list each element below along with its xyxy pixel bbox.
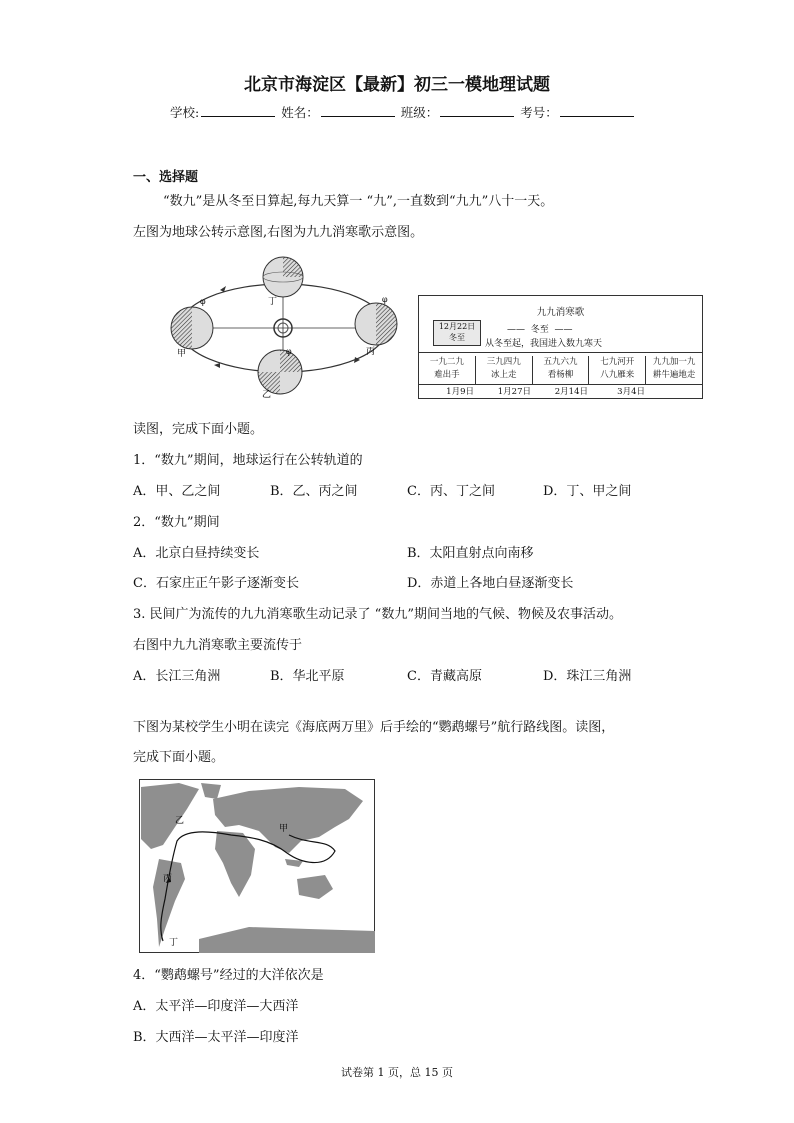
school-label: 学校: xyxy=(170,105,200,120)
class-blank[interactable] xyxy=(440,104,514,117)
q1-stem: 1．“数九”期间，地球运行在公转轨道的 xyxy=(133,453,363,468)
q3-option-c[interactable]: C．青藏高原 xyxy=(407,669,482,684)
label-jia: 甲 xyxy=(177,349,187,359)
page-title: 北京市海淀区【最新】初三一模地理试题 xyxy=(244,75,550,95)
q2-option-b[interactable]: B．太阳直射点向南移 xyxy=(407,546,534,561)
q1-option-d[interactable]: D．丁、甲之间 xyxy=(543,484,632,499)
song-columns xyxy=(419,356,702,384)
earth-orbit-diagram xyxy=(160,250,405,400)
song-date-box xyxy=(433,320,481,346)
song-date-sub: 冬至 xyxy=(449,333,465,342)
earth-yi xyxy=(258,350,302,394)
q4-option-a[interactable]: A．太平洋—印度洋—大西洋 xyxy=(133,999,299,1014)
q1-option-b[interactable]: B．乙、丙之间 xyxy=(270,484,358,499)
q2-stem: 2．“数九”期间 xyxy=(133,515,220,530)
map-label-bing: 丙 xyxy=(163,874,173,884)
label-phi: φ xyxy=(200,297,206,306)
student-info-line xyxy=(170,103,636,121)
orbit-arrow xyxy=(214,363,220,368)
earth-ding xyxy=(263,257,303,297)
map-label-jia: 甲 xyxy=(279,824,289,834)
q2-option-d[interactable]: D．赤道上各地白昼逐渐变长 xyxy=(407,576,574,591)
song-col: 九九加一九 耕牛遍地走 xyxy=(652,357,696,380)
read-instruction: 读图，完成下面小题。 xyxy=(133,422,264,437)
song-dates xyxy=(419,385,702,397)
intro-map-line-2: 完成下面小题。 xyxy=(133,750,225,765)
earth-bing xyxy=(355,303,397,345)
song-col: 三九四九 冰上走 xyxy=(476,356,533,384)
q1-option-c[interactable]: C．丙、丁之间 xyxy=(407,484,495,499)
q2-option-c[interactable]: C．石家庄正午影子逐渐变长 xyxy=(133,576,299,591)
number-label: 考号： xyxy=(520,105,558,120)
q3-option-a[interactable]: A．长江三角洲 xyxy=(133,669,221,684)
song-date: 1月27日 xyxy=(497,387,531,397)
intro-map-line-1: 下图为某校学生小明在读完《海底两万里》后手绘的“鹦鹉螺号”航行路线图。读图， xyxy=(133,720,615,735)
song-col: 一九二九 难出手 xyxy=(419,356,476,384)
label-yi: 乙 xyxy=(262,390,272,400)
class-label: 班级： xyxy=(400,105,439,120)
song-col: 七九河开 八九雁来 xyxy=(589,356,646,384)
song-chart xyxy=(418,295,703,399)
name-blank[interactable] xyxy=(321,104,395,117)
song-center: 冬至 xyxy=(530,325,549,335)
map-label-yi: 乙 xyxy=(175,816,185,826)
song-center-line: —— 冬至 —— xyxy=(507,325,573,335)
earth-jia xyxy=(171,307,213,349)
q1-option-a[interactable]: A．甲、乙之间 xyxy=(133,484,221,499)
song-date-label: 12月22日 xyxy=(438,322,476,331)
label-phi: φ xyxy=(286,347,292,356)
song-col: 五九六九 看杨柳 xyxy=(533,356,590,384)
voyage-route-map xyxy=(139,779,375,953)
q3-option-d[interactable]: D．珠江三角洲 xyxy=(543,669,632,684)
song-desc: 从冬至起，我国进入数九寒天 xyxy=(485,339,603,349)
map-label-ding: 丁 xyxy=(169,938,179,948)
song-title: 九九消寒歌 xyxy=(536,307,585,318)
name-label: 姓名： xyxy=(281,105,319,120)
song-date: 2月14日 xyxy=(554,387,588,397)
page-footer: 试卷第 1 页，总 15 页 xyxy=(341,1066,453,1079)
label-ding: 丁 xyxy=(268,297,278,307)
school-blank[interactable] xyxy=(201,104,275,117)
intro-line-2: 左图为地球公转示意图,右图为九九消寒歌示意图。 xyxy=(133,225,424,240)
q4-stem: 4．“鹦鹉螺号”经过的大洋依次是 xyxy=(133,968,324,983)
number-blank[interactable] xyxy=(560,104,634,117)
label-bing: 丙 xyxy=(366,347,376,357)
q3-stem-line-2: 右图中九九消寒歌主要流传于 xyxy=(133,638,303,653)
section-heading: 一、选择题 xyxy=(133,170,199,185)
label-phi: φ xyxy=(382,295,388,304)
q2-option-a[interactable]: A．北京白昼持续变长 xyxy=(133,546,260,561)
q3-option-b[interactable]: B．华北平原 xyxy=(270,669,345,684)
q4-option-b[interactable]: B．大西洋—太平洋—印度洋 xyxy=(133,1030,299,1045)
intro-line-1: “数九”是从冬至日算起,每九天算一 “九”,一直数到“九九”八十一天。 xyxy=(163,194,554,209)
q3-stem-line-1: 3. 民间广为流传的九九消寒歌生动记录了 “数九”期间当地的气候、物候及农事活动。 xyxy=(133,607,622,622)
song-date: 3月4日 xyxy=(617,387,645,397)
song-date: 1月9日 xyxy=(446,387,474,397)
